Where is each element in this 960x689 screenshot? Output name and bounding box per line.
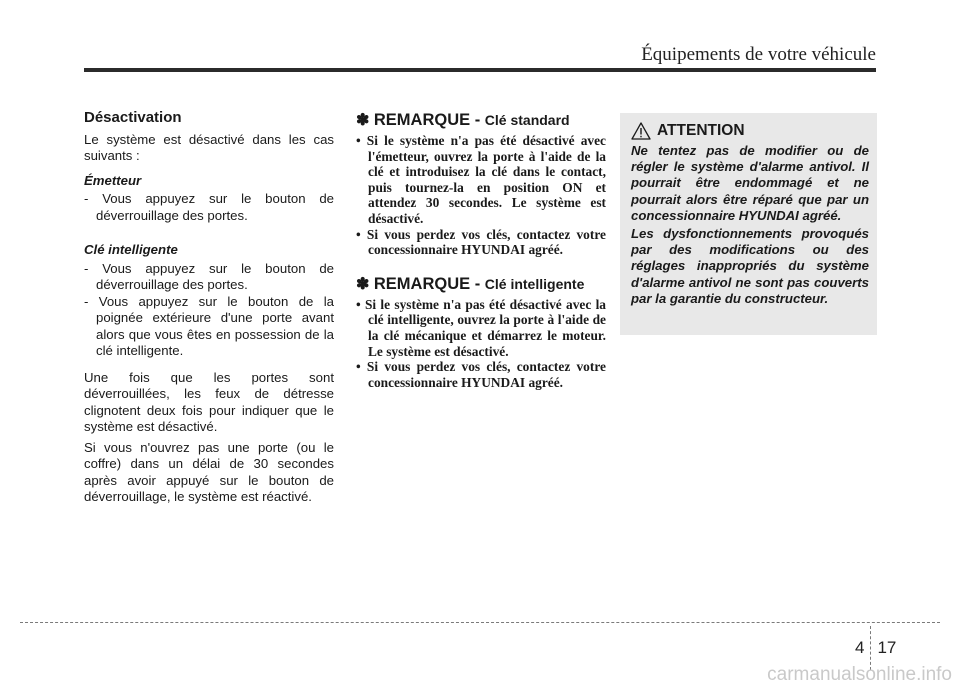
watermark-text: carmanualsonline.info — [767, 664, 952, 685]
header-divider — [84, 68, 876, 72]
middle-column — [356, 110, 606, 390]
remark-heading — [356, 274, 606, 294]
warning-triangle-icon — [631, 122, 651, 140]
subheading-emitter: Émetteur — [84, 172, 142, 188]
attention-box — [620, 113, 877, 335]
remark-heading — [356, 110, 606, 130]
chapter-number: 4 — [855, 638, 865, 657]
attention-title: ATTENTION — [657, 122, 745, 139]
page-header-title: Équipements de votre véhicule — [641, 44, 876, 65]
remark-label: REMARQUE - — [373, 274, 485, 293]
section-heading: Désactivation — [84, 109, 182, 126]
asterisk-icon: ✽ — [356, 275, 370, 293]
footer-divider — [20, 622, 940, 623]
bullet-item: • Si vous perdez vos clés, contactez votre concessionnaire HYUNDAI agréé. — [356, 359, 606, 390]
attention-header — [631, 122, 869, 140]
subheading-smart-key: Clé intelligente — [84, 242, 178, 257]
page-number-value: 17 — [877, 638, 897, 657]
intro-text: Le système est désactivé dans les cas suivants : — [84, 131, 334, 163]
remark-label: REMARQUE - — [373, 111, 485, 129]
remark-subtitle: Clé intelligente — [484, 275, 585, 292]
left-column — [84, 110, 334, 506]
bullet-item: • Si le système n'a pas été désactivé avec la clé intelligente, ouvrez la porte à l'aide de la clé mécanique et démarrez le moteur. Le système est désactivé. — [356, 296, 606, 359]
attention-paragraph: Les dysfonctionnements provoqués par des modifications ou des réglages inappropriés du système d'alarme antivol ne sont pas couverts par la garantie du constructeur. — [631, 226, 869, 306]
list-item: - Vous appuyez sur le bouton de déverrouillage des portes. — [84, 260, 334, 292]
paragraph: Si vous n'ouvrez pas une porte (ou le coffre) dans un délai de 30 secondes après avoir appuyé sur le bouton de déverrouillage, le système est réactivé. — [84, 439, 334, 504]
asterisk-icon: ✽ — [356, 112, 370, 129]
list-item: - Vous appuyez sur le bouton de déverrouillage des portes. — [84, 191, 334, 223]
bullet-item: • Si vous perdez vos clés, contactez votre concessionnaire HYUNDAI agréé. — [356, 226, 606, 258]
attention-paragraph: Ne tentez pas de modifier ou de régler le système d'alarme antivol. Il pourrait être endommagé et ne pourrait alors être réparé que par un concessionnaire HYUNDAI agréé. — [631, 143, 869, 223]
remark-subtitle: Clé standard — [484, 112, 570, 128]
bullet-item: • Si le système n'a pas été désactivé avec l'émetteur, ouvrez la porte à l'aide de la clé et introduisez la clé dans le contact, puis tournez-la en position ON et attendez 30 secondes. Le système est désactivé. — [356, 133, 606, 226]
paragraph: Une fois que les portes sont déverrouillées, les feux de détresse clignotent deux fois pour indiquer que le système est désactivé. — [84, 369, 334, 434]
list-item: - Vous appuyez sur le bouton de la poignée extérieure d'une porte avant alors que vous êtes en possession de la clé intelligente. — [84, 293, 334, 358]
